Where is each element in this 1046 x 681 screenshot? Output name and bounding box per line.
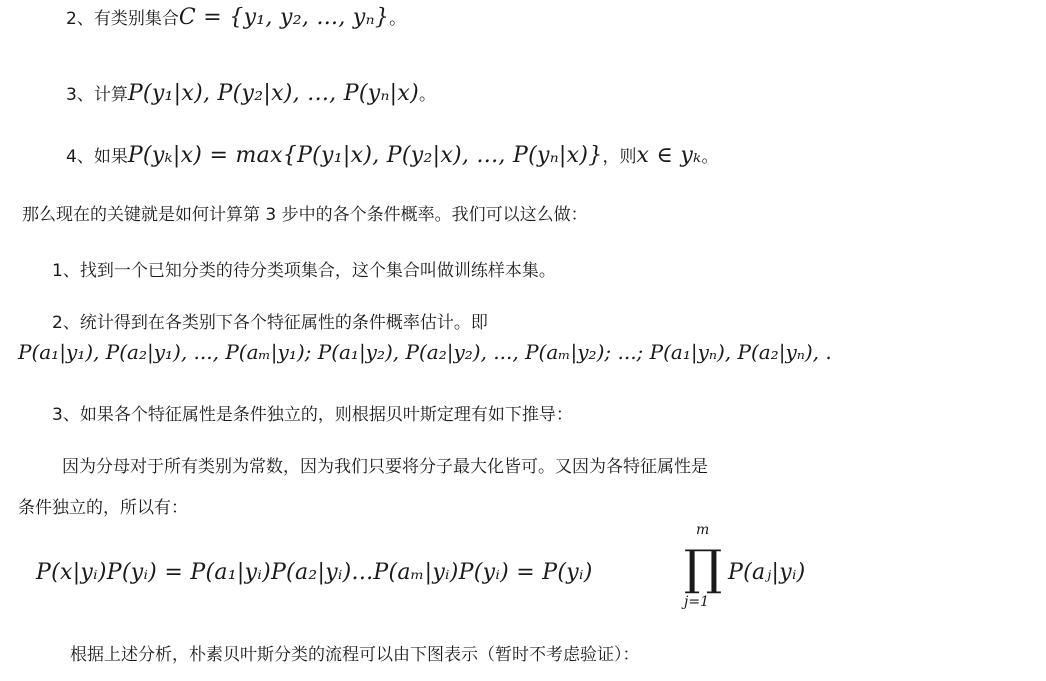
paragraph-independence: 条件独立的，所以有： (18, 498, 188, 518)
step-3-text: 3、计算 (66, 85, 128, 105)
substep-1: 1、找到一个已知分类的待分类项集合，这个集合叫做训练样本集。 (52, 261, 556, 281)
step-4-math: P(yₖ|x) = max{P(y₁|x), P(y₂|x), ..., P(yₙ|x)} (127, 143, 603, 168)
step-2-math: C = {y₁, y₂, ..., yₙ} (178, 5, 390, 30)
step-4-mid: ，则 (602, 147, 637, 167)
substep-2: 2、统计得到在各类别下各个特征属性的条件概率估计。即 (52, 313, 488, 333)
step-4-line (66, 142, 718, 168)
product-upper-limit: m (696, 522, 710, 538)
formula-left: P(x|yᵢ)P(yᵢ) = P(a₁|yᵢ)P(a₂|yᵢ)...P(aₘ|yᵢ)P(yᵢ) = P(yᵢ) (36, 560, 593, 585)
paragraph-key-question: 那么现在的关键就是如何计算第 3 步中的各个条件概率。我们可以这么做： (22, 205, 588, 225)
formula-right: P(aⱼ|yᵢ) (728, 560, 806, 585)
step-4-text: 4、如果 (66, 147, 128, 167)
naive-bayes-formula (36, 522, 856, 618)
product-operator (684, 522, 723, 610)
step-2-line (66, 4, 406, 30)
substep-3: 3、如果各个特征属性是条件独立的，则根据贝叶斯定理有如下推导： (52, 405, 573, 425)
step-4-math-result: x ∈ yₖ (636, 143, 702, 168)
product-symbol: ∏ (684, 540, 723, 596)
step-3-math: P(y₁|x), P(y₂|x), ..., P(yₙ|x) (127, 81, 419, 106)
step-4-suffix: 。 (701, 147, 719, 167)
step-3-line (66, 80, 436, 106)
step-2-text: 2、有类别集合 (66, 9, 179, 29)
paragraph-flow-intro: 根据上述分析，朴素贝叶斯分类的流程可以由下图表示（暂时不考虑验证）： (70, 645, 640, 665)
step-2-suffix: 。 (389, 9, 407, 29)
substep-2-math: P(a₁|y₁), P(a₂|y₁), ..., P(aₘ|y₁); P(a₁|y₂), P(a₂|y₂), ..., P(aₘ|y₂); ...; P(a₁|yₙ), P(a₂|yₙ), . (18, 340, 832, 364)
step-3-suffix: 。 (418, 85, 436, 105)
paragraph-denominator: 因为分母对于所有类别为常数，因为我们只要将分子最大化皆可。又因为各特征属性是 (62, 457, 708, 477)
product-lower-limit: j=1 (684, 594, 709, 610)
